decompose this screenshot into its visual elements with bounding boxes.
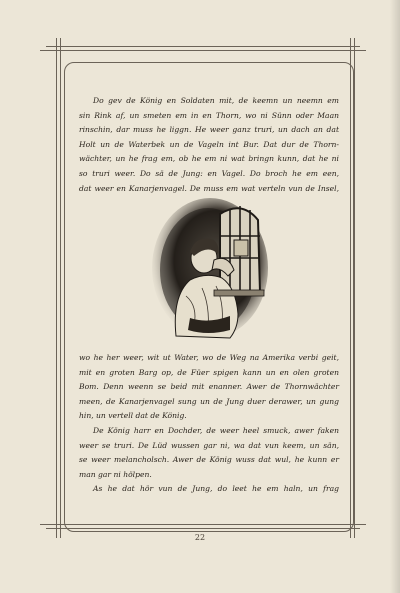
border-rule-left-inner bbox=[60, 38, 61, 538]
text-line: hin, un vertell dat de König. bbox=[79, 411, 187, 421]
page-edge-shadow bbox=[390, 0, 400, 593]
text-line: so truri weer. Do sä de Jung: en Vagel. Do broch he em een, bbox=[79, 168, 339, 178]
text-line: man gar ni hölpen. bbox=[79, 469, 152, 479]
border-rule-right-inner bbox=[354, 38, 355, 538]
text-line: Holt un de Waterbek un de Vageln int Bur. Dat dur de Thorn- bbox=[79, 139, 339, 149]
text-line: meen, de Kanarjenvagel sung un de Jung duer derawer, un gung bbox=[79, 396, 339, 406]
text-line: Do gev de König en Soldaten mit, de keemn un neemn em bbox=[93, 96, 339, 105]
border-rule-left bbox=[56, 38, 57, 538]
text-line: dat weer en Kanarjenvagel. De muss em wat verteln vun de Insel, bbox=[79, 183, 339, 193]
text-block-bottom bbox=[79, 351, 339, 497]
text-line: wächter, un he frag em, ob he em ni wat bringn kunn, dat he ni bbox=[79, 154, 339, 164]
text-line: De König harr en Dochder, de weer heel smuck, awer faken bbox=[93, 425, 339, 435]
text-block-top bbox=[79, 94, 339, 196]
text-line: sin Rink af, un smeten em in en Thorn, wo ni Sünn oder Maan bbox=[79, 110, 339, 120]
text-line: As he dat hör vun de Jung, do leet he em haln, un frag bbox=[93, 484, 339, 494]
engraving-illustration bbox=[150, 196, 270, 342]
text-line: wo he her weer, wit ut Water, wo de Weg na Amerika verbi geit, bbox=[79, 353, 339, 362]
text-line: mit en groten Barg op, de Füer spigen kann un en olen groten bbox=[79, 367, 339, 377]
text-line: Bom. Denn weenn se beid mit enanner. Awer de Thornwächter bbox=[79, 382, 339, 392]
text-line: rinschin, dar muss he liggn. He weer ganz truri, un dach an dat bbox=[79, 125, 339, 135]
page-number: 22 bbox=[194, 533, 206, 542]
text-line: se weer melancholsch. Awer de König wuss dat wul, he kunn er bbox=[79, 455, 339, 465]
border-rule-top bbox=[46, 46, 360, 47]
text-line: weer se truri. De Lüd wussen gar ni, wa dat vun keem, un sän, bbox=[79, 440, 339, 450]
border-rule-top-inner bbox=[40, 50, 366, 51]
